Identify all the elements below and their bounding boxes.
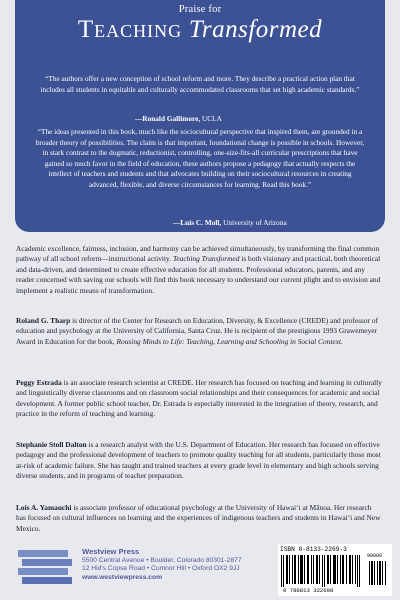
praise-quote-1: “The authors offer a new conception of school reform and more. They describe a practical action plan that includes all students in equitable and culturally accommodated classrooms that set high academic standards.” (40, 74, 360, 94)
praise-heading: Praise for (178, 4, 222, 15)
quote-1-name: —Ronald Gallimore, (135, 114, 201, 123)
intro-book-title: Teaching Transformed (172, 254, 240, 264)
publisher-address-1: 5500 Central Avenue • Boulder, Colorado 80301-2877 (82, 556, 242, 564)
publisher-url: www.westviewpress.com (82, 573, 163, 581)
author-bio-text: is director of the Center for Research on Education, Diversity, & Excellence (CREDE) and professor of education and psychology at the University of California, Santa Cruz. He is recipient of the prestigious 1993 Grawemeyer Award in Education for the book, (16, 316, 379, 346)
publisher-name: Westview Press (82, 547, 140, 556)
praise-panel (15, 0, 385, 232)
author-bio-text: is a research analyst with the U.S. Department of Education. Her research has focused on effective pedagogy and the professional development of teachers to promote quality teaching for all students, particularly those most at-risk of academic failure. She has taught and trained teachers at every grade level in elementary and high schools serving diverse students, and in programs of teacher preparation. (16, 440, 381, 481)
intro-text-before: Academic excellence, fairness, inclusion, and harmony can be achieved simultaneously, by transforming the final common pathway of all school reform—instructional activity. (16, 244, 380, 264)
quote-2-attribution (173, 218, 287, 227)
author-bio-dalton (16, 440, 382, 482)
author-name: Roland G. Tharp (16, 316, 71, 325)
isbn-label: ISBN 0-8133-2269-3 (280, 546, 347, 553)
book-title-upper: Teaching (77, 16, 183, 43)
author-name: Lois A. Yamauchi (16, 503, 72, 512)
author-name: Peggy Estrada (16, 378, 62, 387)
book-title (15, 15, 385, 45)
author-bio-estrada (16, 378, 382, 420)
author-name: Stephanie Stoll Dalton (16, 440, 87, 449)
author-bio-text: is associate professor of educational psychology at the University of Hawai‘i at Mānoa. Her research has focused on cultural influences on learning and the experiences of indigenous teachers and students in Hawai‘i and New Mexico. (16, 503, 381, 533)
author-bio-tharp (16, 316, 382, 347)
barcode-addon-number: 90000 (367, 553, 383, 559)
publisher-info (82, 548, 242, 582)
ean-number: 9 780813 322698 (283, 587, 334, 594)
intro-text-after: is both visionary and practical, both theoretical and data-driven, and determined to create effective education for all students. Professional educators, parents, and any reader concerned with saving our schools will find this book necessary to understand our current plight and to envision and implement a realistic means of transformation. (16, 254, 381, 295)
quote-2-name: —Luis C. Moll, (173, 218, 222, 227)
book-title-italic: Transformed (188, 16, 323, 43)
intro-paragraph (16, 244, 382, 296)
barcode-icon (281, 555, 389, 587)
publisher-address-2: 12 Hid's Copse Road • Cumnor Hill • Oxford OX2 9JJ (82, 565, 240, 573)
author-bio-end: . (341, 336, 343, 346)
praise-quote-2: “The ideas presented in this book, much like the sociocultural perspective that inspired them, are grounded in a broader theory of possibilities. The claim is that important, foundational change is possible in schools. However, in stark contrast to the dogmatic, reductionist, controlling, one-size-fits-all curricular prescriptions that have gained so much favor in the field of education, these authors propose a pedagogy that actually respects the intellect of teachers and students and that advocates building on their sociocultural resources in creating advanced, flexible, and diverse circumstances for learning. Read this book.” (35, 127, 365, 189)
back-cover-footer (0, 544, 400, 600)
author-book-title: Rousing Minds to Life: Teaching, Learning and Schooling in Social Context (116, 336, 342, 346)
author-bio-yamauchi (16, 503, 382, 534)
quote-1-attribution (135, 114, 222, 123)
westview-logo-icon (16, 548, 76, 588)
quote-1-affiliation: UCLA (201, 114, 222, 123)
quote-2-affiliation: University of Arizona (223, 218, 287, 227)
author-bio-text: is an associate research scientist at CREDE. Her research has focused on teaching and learning in culturally and linguistically diverse classrooms and on classroom social relationships and their consequences for academic and social development. A former public school teacher, Dr. Estrada is especially interested in the integration of theory, research, and practice in the reform of teaching and learning. (16, 378, 382, 419)
